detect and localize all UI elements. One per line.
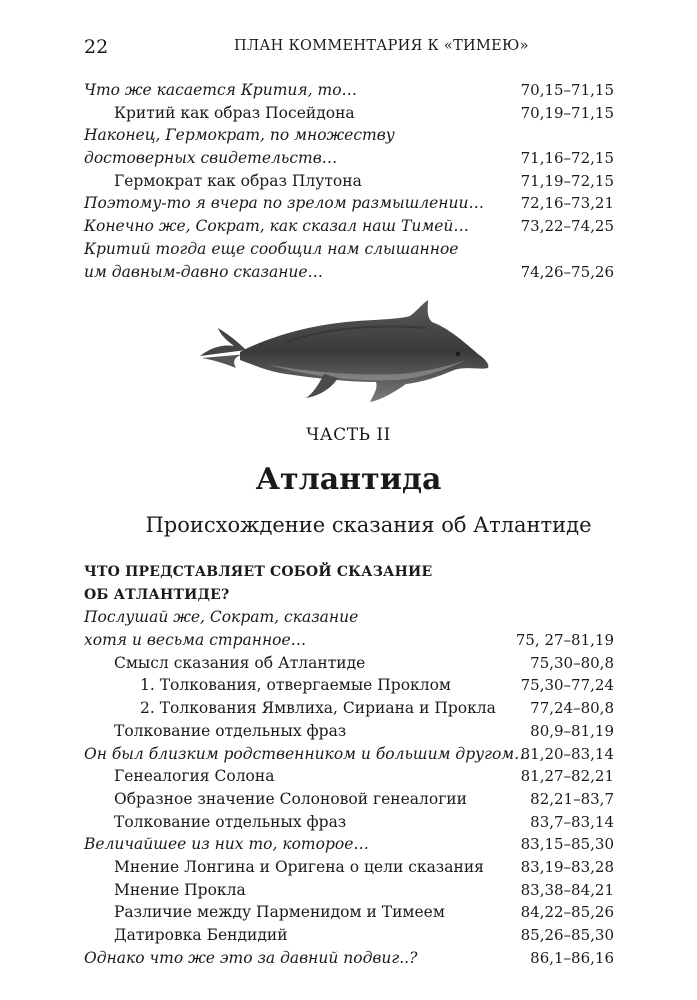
- toc-entry-reference: 83,7–83,14: [530, 812, 614, 831]
- running-title: ПЛАН КОММЕНТАРИЯ К «ТИМЕЮ»: [234, 38, 529, 54]
- toc-entry: [84, 261, 614, 284]
- toc-entry-reference: 75,30–77,24: [520, 676, 614, 695]
- toc-entry-reference: 70,19–71,15: [520, 103, 614, 122]
- running-head: [84, 36, 607, 60]
- toc-entry: [84, 102, 614, 125]
- toc-entry-reference: 70,15–71,15: [520, 81, 614, 99]
- toc-entry-text: Мнение Лонгина и Оригена о цели сказания: [114, 857, 484, 876]
- toc-entry-text: Образное значение Солоновой генеалогии: [114, 789, 467, 808]
- toc-entry-text: Толкование отдельных фраз: [114, 721, 347, 740]
- toc-entry: [84, 238, 614, 261]
- toc-entry-reference: 71,19–72,15: [520, 171, 614, 190]
- toc-entry: [84, 584, 614, 607]
- toc-entry: [84, 124, 614, 147]
- toc-entry-text: Генеалогия Солона: [114, 767, 275, 786]
- toc-entry-text: Гермократ как образ Плутона: [114, 171, 362, 190]
- toc-entry-text: хотя и весьма странное…: [84, 631, 307, 650]
- toc-entry: [84, 765, 614, 788]
- toc-entry: [84, 901, 614, 924]
- toc-entry: [84, 561, 614, 584]
- toc-entry-reference: 72,16–73,21: [520, 194, 614, 213]
- toc-entry: [84, 652, 614, 675]
- toc-entry: [84, 629, 614, 652]
- toc-entry-reference: 73,22–74,25: [520, 217, 614, 236]
- toc-entry: [84, 833, 614, 856]
- toc-entry-reference: 77,24–80,8: [530, 699, 614, 718]
- toc-entry: [84, 947, 614, 970]
- contents-list-bottom: [84, 561, 614, 969]
- toc-entry-text: Что же касается Крития, то…: [84, 81, 358, 99]
- toc-entry: [84, 879, 614, 902]
- toc-entry-text: ЧТО ПРЕДСТАВЛЯЕТ СОБОЙ СКАЗАНИЕ: [84, 564, 433, 580]
- toc-entry-reference: 84,22–85,26: [520, 903, 614, 922]
- page-number: 22: [84, 36, 109, 58]
- toc-entry-reference: 83,38–84,21: [520, 880, 614, 899]
- toc-entry-reference: 85,26–85,30: [520, 926, 614, 944]
- toc-entry-text: Смысл сказания об Атлантиде: [114, 653, 366, 672]
- toc-entry: [84, 720, 614, 743]
- toc-entry-text: ОБ АТЛАНТИДЕ?: [84, 586, 230, 603]
- toc-entry-reference: 83,15–85,30: [520, 835, 614, 854]
- toc-entry: [84, 674, 614, 697]
- toc-entry-reference: 83,19–83,28: [520, 857, 614, 876]
- toc-entry-text: Толкование отдельных фраз: [114, 812, 347, 831]
- part-subtitle: Происхождение сказания об Атлантиде: [145, 513, 592, 537]
- toc-entry: [84, 192, 614, 215]
- toc-entry: [84, 924, 614, 947]
- toc-entry-text: Послушай же, Сократ, сказание: [84, 608, 359, 627]
- contents-list-top: [84, 79, 614, 283]
- toc-entry: [84, 856, 614, 879]
- part-label: ЧАСТЬ II: [306, 425, 391, 445]
- toc-entry: [84, 170, 614, 193]
- toc-entry-text: им давным-давно сказание…: [84, 262, 324, 281]
- toc-entry: [84, 788, 614, 811]
- toc-entry-reference: 71,16–72,15: [520, 149, 614, 168]
- toc-entry: [84, 215, 614, 238]
- toc-entry-text: Он был близким родственником и большим другом…: [84, 744, 530, 763]
- toc-entry: [84, 79, 614, 102]
- toc-entry: [84, 147, 614, 170]
- toc-entry: [84, 606, 614, 629]
- toc-entry: [84, 743, 614, 766]
- part-title: Атлантида: [255, 462, 442, 497]
- toc-entry-text: Критий тогда еще сообщил нам слышанное: [84, 239, 459, 258]
- toc-entry-reference: 80,9–81,19: [530, 721, 614, 740]
- toc-entry-text: Поэтому-то я вчера по зрелом размышлении…: [84, 194, 484, 213]
- toc-entry-reference: 81,20–83,14: [520, 744, 614, 763]
- toc-entry: [84, 697, 614, 720]
- toc-entry-text: Критий как образ Посейдона: [114, 103, 355, 122]
- toc-entry-text: Датировка Бендидий: [114, 926, 288, 944]
- toc-entry-reference: 75, 27–81,19: [515, 631, 614, 650]
- toc-entry-text: Наконец, Гермократ, по множеству: [84, 126, 395, 145]
- toc-entry: [84, 811, 614, 834]
- toc-entry-text: 2. Толкования Ямвлиха, Сириана и Прокла: [140, 699, 496, 718]
- toc-entry-text: 1. Толкования, отвергаемые Проклом: [140, 676, 451, 695]
- toc-entry-reference: 86,1–86,16: [530, 948, 614, 967]
- toc-entry-text: достоверных свидетельств…: [84, 149, 338, 168]
- toc-entry-reference: 82,21–83,7: [530, 789, 614, 808]
- toc-entry-text: Различие между Парменидом и Тимеем: [114, 903, 445, 922]
- toc-entry-text: Однако что же это за давний подвиг..?: [84, 948, 418, 967]
- toc-entry-text: Мнение Прокла: [114, 880, 246, 899]
- toc-entry-reference: 75,30–80,8: [530, 653, 614, 672]
- toc-entry-reference: 74,26–75,26: [520, 262, 614, 281]
- toc-entry-text: Величайшее из них то, которое…: [84, 835, 369, 854]
- dolphin-icon: [196, 298, 492, 404]
- toc-entry-text: Конечно же, Сократ, как сказал наш Тимей…: [84, 217, 469, 236]
- toc-entry-reference: 81,27–82,21: [520, 767, 614, 786]
